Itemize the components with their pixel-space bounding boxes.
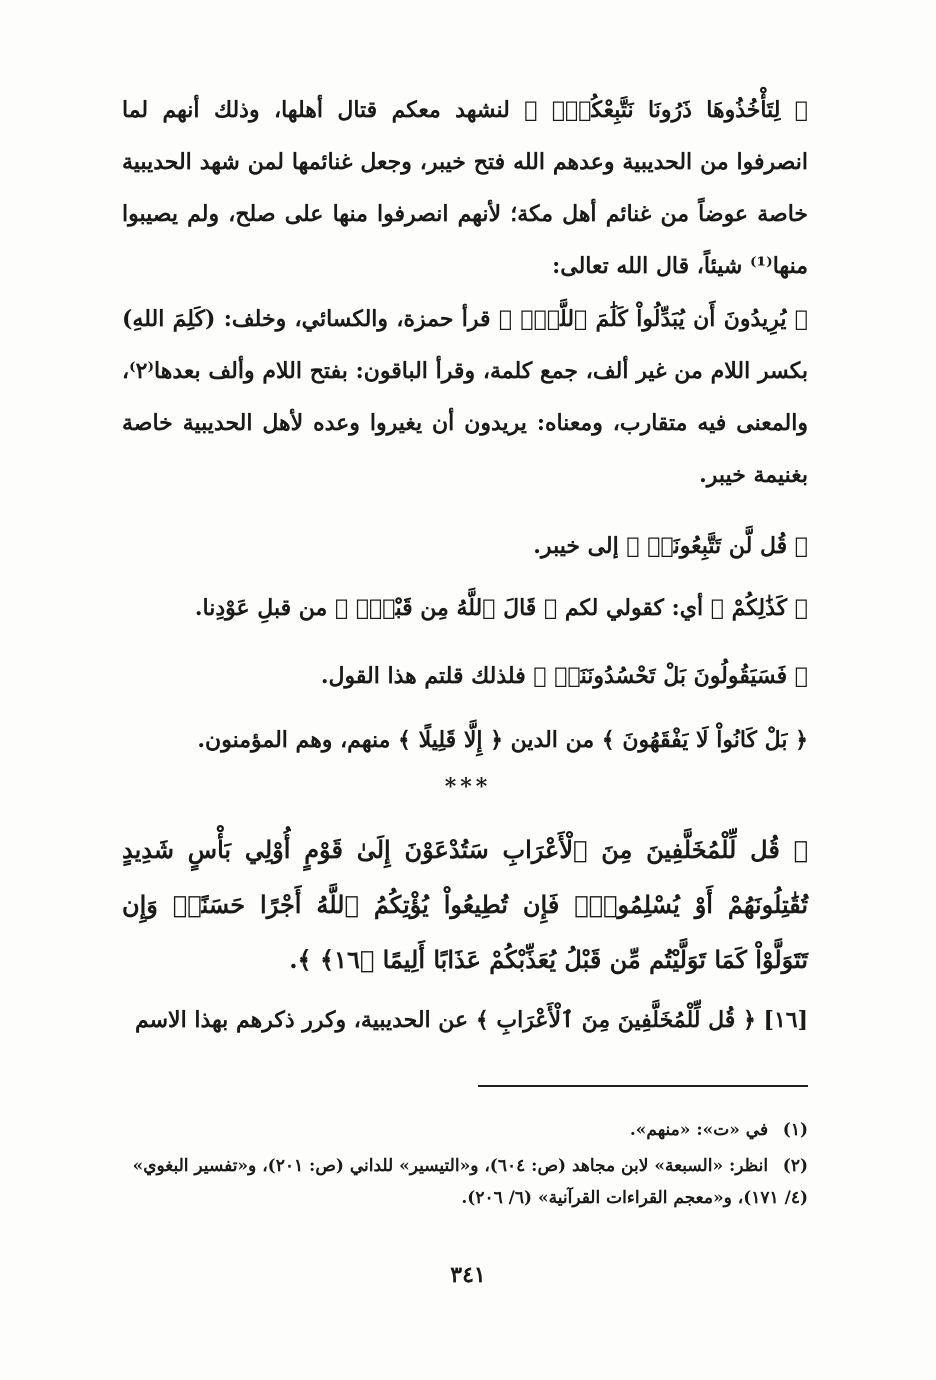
paragraph-verse-commentary-6: ﴿ بَلْ كَانُواْ لَا يَفْقَهُونَ ﴾ من الدين ﴿ إِلَّا قَلِيلًا ﴾ منهم، وهم المؤمنون. — [197, 727, 808, 753]
footnote-divider — [478, 1085, 808, 1087]
page-number: ٣٤١ — [450, 1262, 486, 1288]
quran-verse-block: ﴿ قُل لِّلْمُخَلَّفِينَ مِنَ ٱلْأَعْرَابِ سَتُدْعَوْنَ إِلَىٰ قَوْمٍ أُوْلِي بَأْسٍ شَدِيدٍ تُقَٰتِلُونَهُمْ أَوْ يُسْلِمُونَۖ فَإِن تُطِيعُواْ يُؤْتِكُمُ ٱللَّهُ أَجْرًا حَسَنًاۖ وَإِن تَتَوَلَّوْاْ كَمَا تَوَلَّيْتُم مِّن قَبْلُ يُعَذِّبْكُمْ عَذَابًا أَلِيمًا ﴿١٦﴾ ﴾. — [122, 835, 808, 974]
section-separator: *** — [444, 774, 492, 800]
footnote-number: (١) — [782, 1120, 808, 1140]
commentary-start-paragraph: [١٦] ﴿ قُل لِّلْمُخَلَّفِينَ مِنَ ٱلْأَعْرَابِ ﴾ عن الحديبية، وكرر ذكرهم بهذا الاسم — [134, 1007, 808, 1033]
footnote-text: انظر: «السبعة» لابن مجاهد (ص: ٦٠٤)، و«التيسير» للداني (ص: ٢٠١)، و«تفسير البغوي» (٤/ ١٧١)، و«معجم القراءات القرآنية» (٦/ ٢٠٦). — [132, 1156, 808, 1208]
footnote-2 — [122, 1150, 808, 1214]
footnote-number: (٢) — [782, 1156, 808, 1176]
footnote-text: في «ت»: «منهم». — [629, 1120, 769, 1140]
paragraph-verse-commentary-3: ﴿ قُل لَّن تَتَّبِعُونَاۚ ﴾ إلى خيبر. — [533, 533, 808, 559]
paragraph-verse-commentary-5: ﴿ فَسَيَقُولُونَ بَلْ تَحْسُدُونَنَاۚ ﴾ فلذلك قلتم هذا القول. — [320, 663, 808, 689]
paragraph-verse-commentary-1: ﴿ لِتَأْخُذُوهَا ذَرُونَا نَتَّبِعْكُمْۖ ﴾ لنشهد معكم قتال أهلها، وذلك أنهم لما انصرفوا من الحديبية وعدهم الله فتح خيبر، وجعل غنائمها لمن شهد الحديبية خاصة عوضاً من غنائم أهل مكة؛ لأنهم انصرفوا منها على صلح، ولم يصيبوا منها⁽¹⁾ شيئاً، قال الله تعالى: — [122, 97, 808, 279]
footnote-1 — [122, 1114, 808, 1146]
paragraph-verse-commentary-2: ﴿ يُرِيدُونَ أَن يُبَدِّلُواْ كَلَٰمَ ٱللَّهِۚ ﴾ قرأ حمزة، والكسائي، وخلف: (كَلِمَ اللهِ) بكسر اللام من غير ألف، جمع كلمة، وقرأ الباقون: بفتح اللام وألف بعدها⁽٢⁾، والمعنى فيه متقارب، ومعناه: يريدون أن يغيروا وعده لأهل الحديبية خاصة بغنيمة خيبر. — [122, 306, 808, 488]
paragraph-verse-commentary-4: ﴿ كَذَٰلِكُمْ ﴾ أي: كقولي لكم ﴿ قَالَ ٱللَّهُ مِن قَبْلُۖ ﴾ من قبلِ عَوْدِنا. — [194, 595, 808, 621]
